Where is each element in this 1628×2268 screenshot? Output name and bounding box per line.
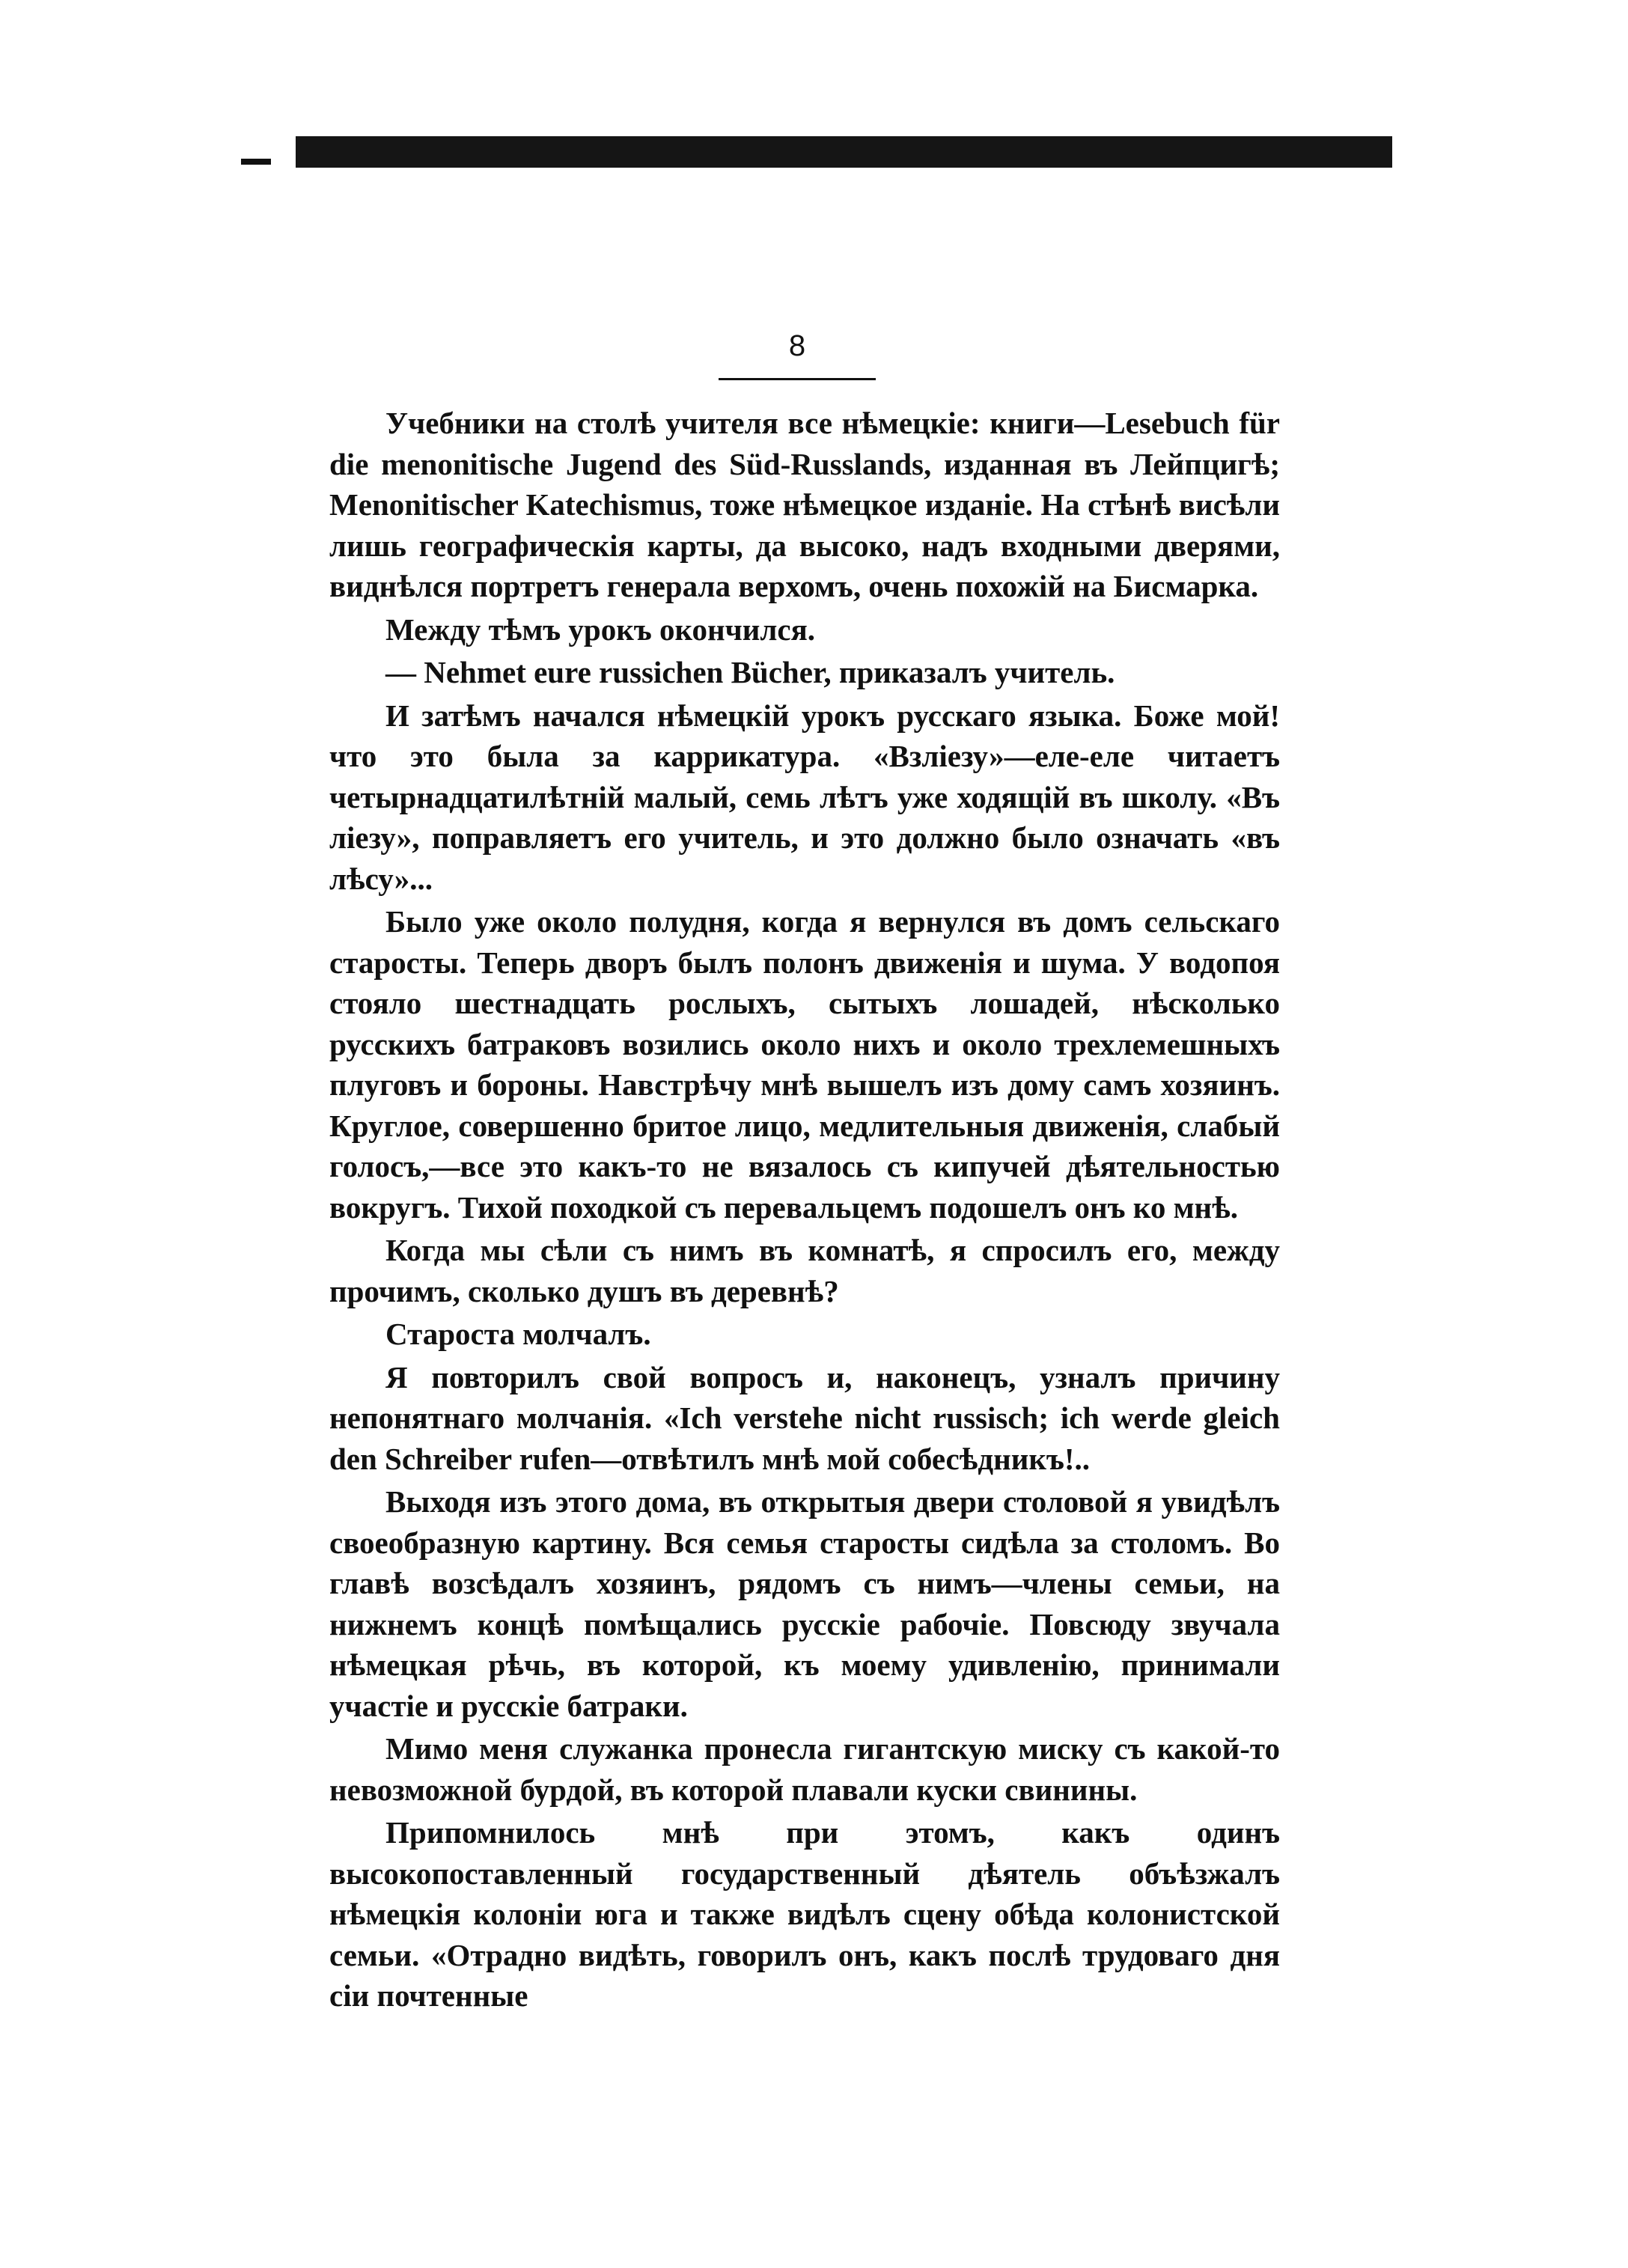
paragraph: Я повторилъ свой вопросъ и, наконецъ, узналъ причину непонятнаго молчанія. «Ich verstehe nicht russisch; ich werde gleich den Schreiber rufen—отвѣтилъ мнѣ мой собесѣдникъ!.. xyxy=(329,1359,1280,1476)
paragraph: — Nehmet eure russichen Bücher, приказалъ учитель. xyxy=(385,655,1115,689)
paragraph: Мимо меня служанка пронесла гигантскую миску съ какой-то невозможной бурдой, въ которой плавали куски свинины. xyxy=(329,1731,1280,1807)
paragraph: Припомнилось мнѣ при этомъ, какъ одинъ высокопоставленный государственный дѣятель объѣзжалъ нѣмецкія колоніи юга и также видѣлъ сцену обѣда колонистской семьи. «Отрадно видѣть, говорилъ онъ, какъ послѣ трудоваго дня сіи почтенные xyxy=(329,1815,1280,2013)
paragraph: Староста молчалъ. xyxy=(385,1317,651,1351)
page-number-rule xyxy=(719,378,876,380)
paragraph: Когда мы сѣли съ нимъ въ комнатѣ, я спросилъ его, между прочимъ, сколько душъ въ деревнѣ? xyxy=(329,1233,1280,1308)
paragraph: И затѣмъ начался нѣмецкій урокъ русскаго языка. Боже мой! что это была за каррикатура. «Взліезу»—еле-еле читаетъ четырнадцатилѣтній малый, семь лѣтъ уже ходящій въ школу. «Въ ліезу», поправляетъ его учитель, и это должно было означать «въ лѣсу»... xyxy=(329,698,1280,896)
paragraph: Выходя изъ этого дома, въ открытыя двери столовой я увидѣлъ своеобразную картину. Вся семья старосты сидѣла за столомъ. Во главѣ возсѣдалъ хозяинъ, рядомъ съ нимъ—члены семьи, на нижнемъ концѣ помѣщались русскіе рабочіе. Повсюду звучала нѣмецкая рѣчь, въ которой, къ моему удивленію, принимали участіе и русскіе батраки. xyxy=(329,1484,1280,1723)
paragraph: Между тѣмъ урокъ окончился. xyxy=(385,612,816,647)
paragraph: Учебники на столѣ учителя все нѣмецкіе: книги—Lesebuch für die menonitische Jugend des Süd-Russlands, изданная въ Лейпцигѣ; Menonitischer Katechismus, тоже нѣмецкое изданіе. На стѣнѣ висѣли лишь географическія карты, да высоко, надъ входными дверями, виднѣлся портретъ генерала верхомъ, очень похожій на Бисмарка. xyxy=(329,406,1280,603)
body-text xyxy=(329,403,1280,2019)
scan-header-bar xyxy=(296,136,1392,168)
margin-dash xyxy=(241,159,271,165)
paragraph: Было уже около полудня, когда я вернулся въ домъ сельскаго старосты. Теперь дворъ былъ полонъ движенія и шума. У водопоя стояло шестнадцать рослыхъ, сытыхъ лошадей, нѣсколько русскихъ батраковъ возились около нихъ и около трехлемешныхъ плуговъ и бороны. Навстрѣчу мнѣ вышелъ изъ дому самъ хозяинъ. Круглое, совершенно бритое лицо, медлительныя движенія, слабый голосъ,—все это какъ-то не вязалось съ кипучей дѣятельностью вокругъ. Тихой походкой съ перевальцемъ подошелъ онъ ко мнѣ. xyxy=(329,904,1280,1225)
page-number: 8 xyxy=(788,329,806,362)
